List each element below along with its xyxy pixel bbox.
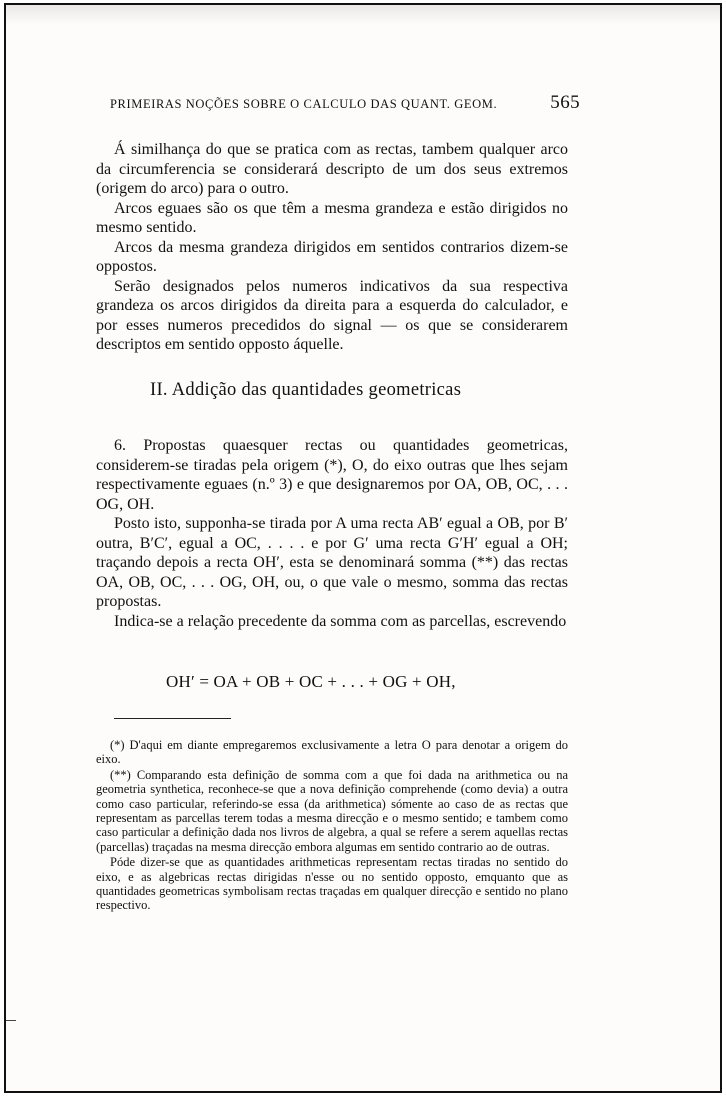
intro-text	[96, 140, 568, 355]
footnote-rule	[114, 718, 231, 719]
sum-formula: OH′ = OA + OB + OC + . . . + OG + OH,	[166, 672, 456, 691]
running-head	[110, 92, 580, 114]
paragraph: Indica-se a relação precedente da somma com as parcellas, escrevendo	[114, 612, 567, 630]
section-text	[96, 436, 568, 631]
paragraph: Serão designados pelos numeros indicativos da sua respectiva grandeza os arcos dirigidos da direita para a esquerda do calculador, e por esses numeros precedidos do signal — os que se considerarem descriptos em sentido opposto áquelle.	[96, 277, 568, 353]
paragraph: Á similhança do que se pratica com as rectas, tambem qualquer arco da circumferencia se considerará descripto de um dos seus extremos (origem do arco) para o outro.	[96, 141, 568, 197]
scan-edge	[6, 5, 720, 25]
paragraph: 6. Propostas quaesquer rectas ou quantidades geometricas, considerem-se tiradas pela origem (*), O, do eixo outras que lhes sejam respectivamente eguaes (n.º 3) e que designaremos por OA, OB, OC, . . . OG, OH.	[96, 437, 568, 513]
paragraph: Arcos da mesma grandeza dirigidos em sentidos contrarios dizem-se oppostos.	[96, 238, 568, 275]
footnote: Póde dizer-se que as quantidades arithmeticas representam rectas tiradas no sentido do eixo, e as algebricas rectas dirigidas n'esse ou no sentido opposto, emquanto que as quantidades geometricas symbolisam rectas traçadas em qualquer direcção e sentido no plano respectivo.	[96, 855, 568, 913]
paragraph: Posto isto, supponha-se tirada por A uma recta AB′ egual a OB, por B′ outra, B′C′, egual a OC, . . . . e por G′ uma recta G′H′ egual a OH; traçando depois a recta OH′, esta se denominará somma (**) das rectas OA, OB, OC, . . . OG, OH, ou, o que vale o mesmo, somma das rectas propostas.	[96, 515, 568, 610]
footnotes	[96, 738, 568, 914]
running-title: PRIMEIRAS NOÇÕES SOBRE O CALCULO DAS QUANT. GEOM.	[110, 97, 498, 111]
page-number: 565	[550, 92, 580, 113]
section-heading: II. Addição das quantidades geometricas	[150, 380, 462, 400]
paragraph: Arcos eguaes são os que têm a mesma grandeza e estão dirigidos no mesmo sentido.	[96, 199, 568, 236]
footnote: (**) Comparando esta definição de somma com a que foi dada na arithmetica ou na geometria synthetica, reconhece-se que a nova definição comprehende (como devia) a outra como caso particular, referindo-se essa (da arithmetica) sómente ao caso de as rectas que representam as parcellas terem todas a mesma direcção e o mesmo sentido; e tambem como caso particular a definição dada nos livros de algebra, a qual se refere a serem aquellas rectas (parcellas) traçadas na mesma direcção embora algumas em sentido contrario ao de outras.	[96, 767, 568, 854]
footnote: (*) D'aqui em diante empregaremos exclusivamente a letra O para denotar a origem do eixo.	[96, 738, 568, 767]
margin-mark	[6, 1020, 16, 1027]
